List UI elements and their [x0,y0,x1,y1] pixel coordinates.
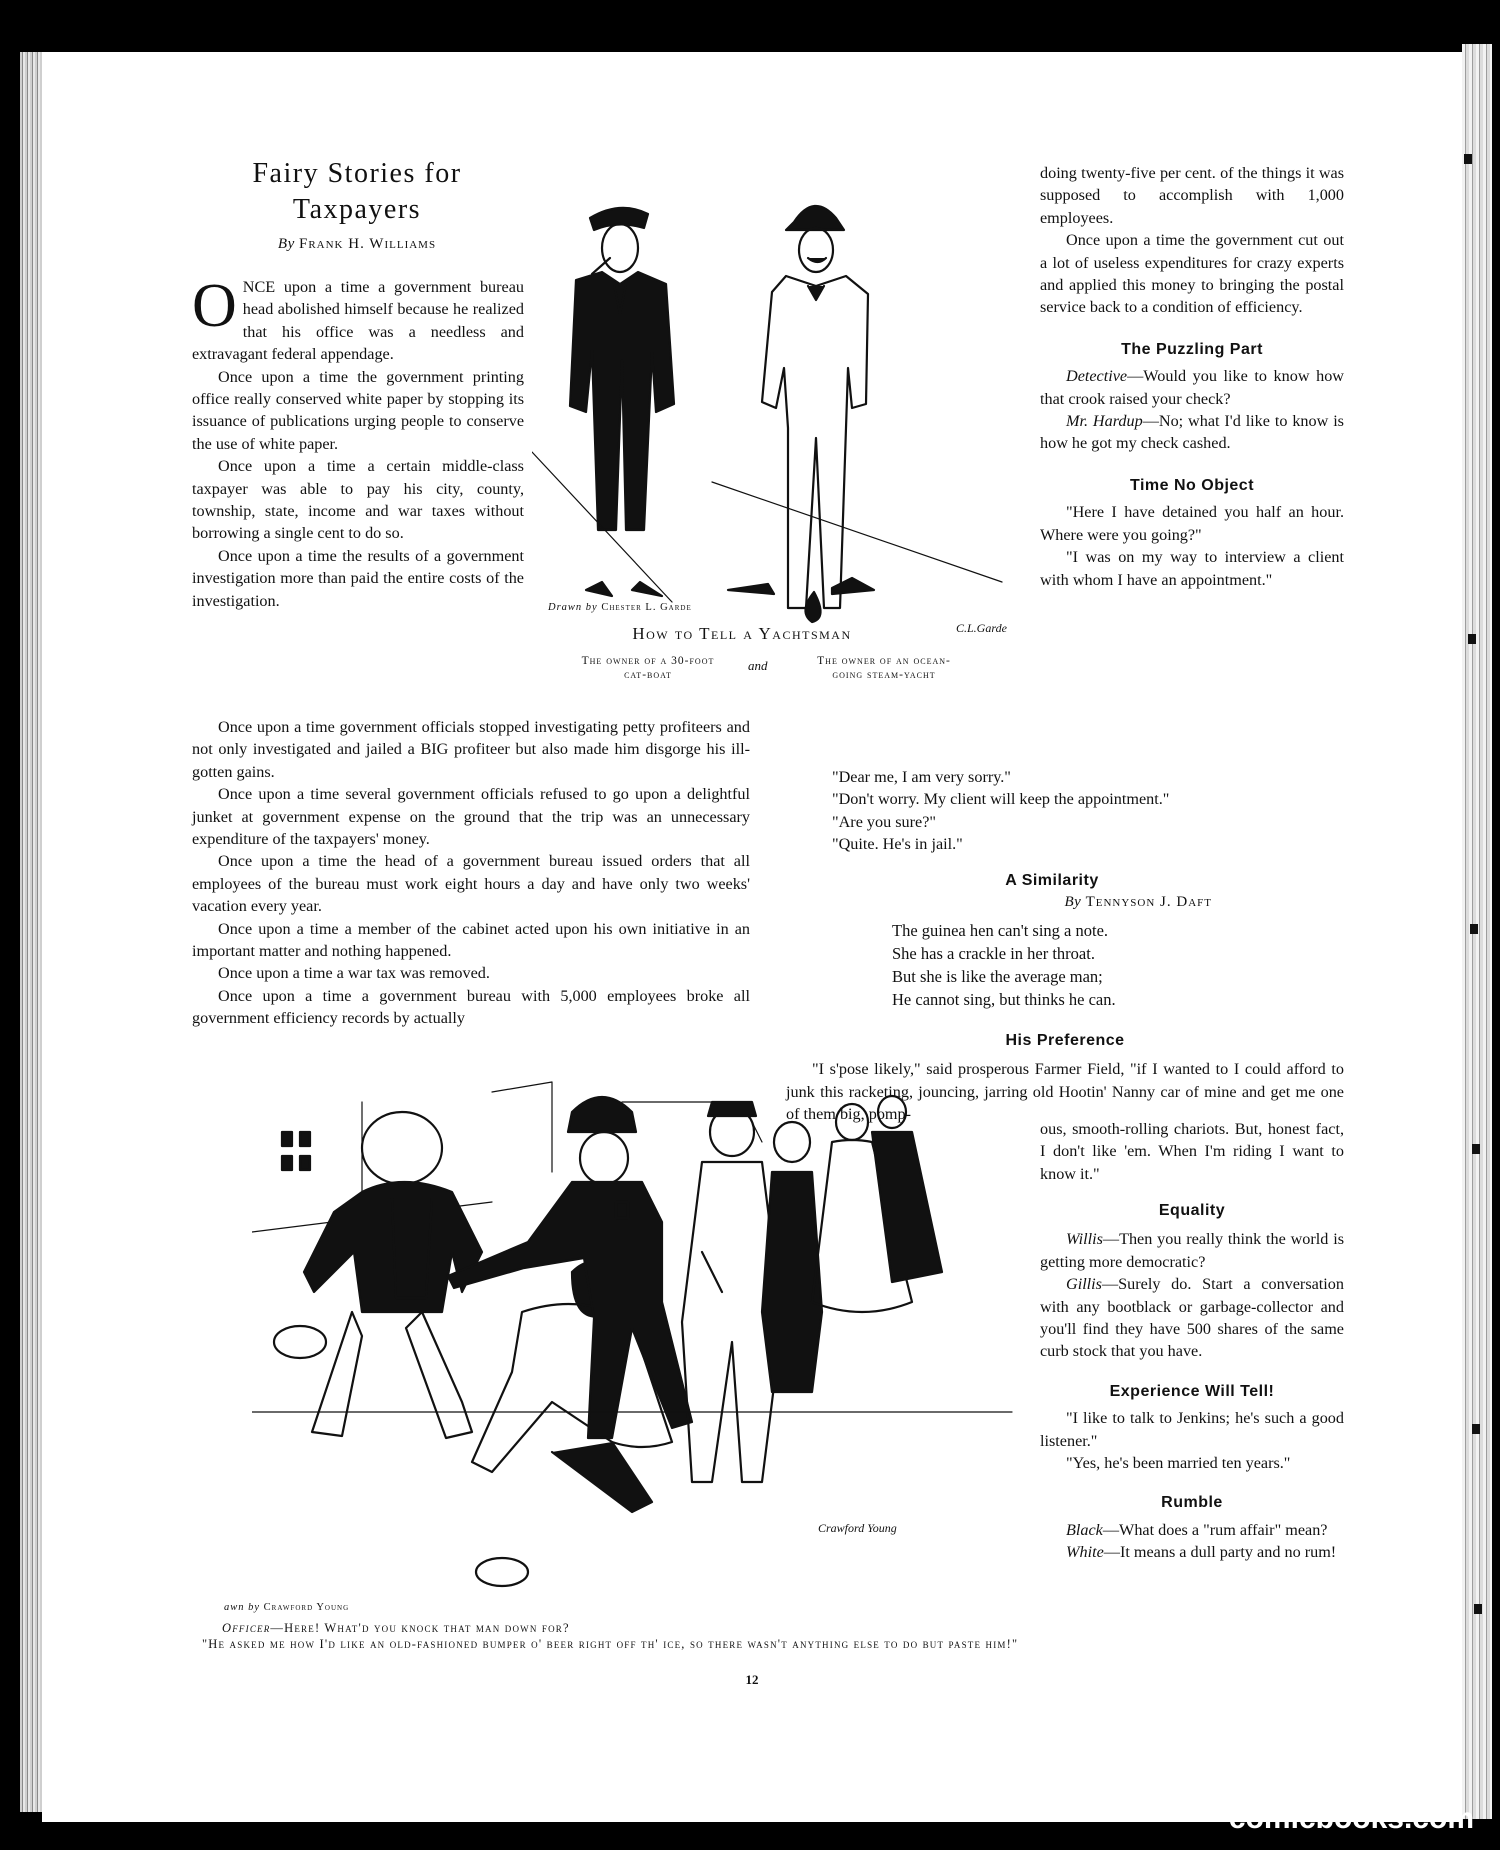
book-gutter-left [20,52,42,1812]
street-cartoon-caption: Officer—Here! What'd you knock that man down for? "He asked me how I'd like an old-fashioned bumper o' beer right off th' ice, so there wasn't anything else to do but paste him!" [202,1621,1019,1651]
preference-section-continued [1040,1118,1344,1185]
rumble-heading: Rumble [1161,1494,1223,1512]
yacht-cartoon-title: How to Tell a Yachtsman [632,624,852,643]
article-paragraph: ONCE upon a time a government bureau head abolished himself because he realized that his office was a needless and extravagant federal appendage. [192,272,524,364]
article-paragraph: Once upon a time government officials stopped investigating petty profiteers and not only investigated and jailed a BIG profiteer but also made him disgorge his ill-gotten gains. [192,718,750,781]
time-no-object-line: "Are you sure?" [832,812,937,831]
article-paragraph: Once upon a time the government cut out a lot of useless expenditures for crazy experts and applied this money to bringing the postal service back to a condition of efficiency. [1040,231,1344,317]
rumble-line-1: Black—What does a "rum affair" mean? [1066,1520,1328,1539]
street-scene-cartoon-illustration [252,1072,1032,1592]
equality-heading: Equality [1158,1202,1226,1219]
article-paragraph: Once upon a time a certain middle-class taxpayer was able to pay his city, county, township, state, income and war taxes without borrowing a single cent to do so. [192,457,524,543]
article-paragraph: doing twenty-five per cent. of the things it was supposed to accomplish with 1,000 employees. [1040,164,1344,227]
article-byline: By Frank H. Williams [277,236,437,252]
article-paragraph: Once upon a time the head of a government bureau issued orders that all employees of the bureau must work eight hours a day and have only two weeks' vacation every year. [192,852,750,916]
yacht-drawn-by-credit: Drawn by Chester L. Garde [548,602,692,613]
book-page-edges-right [1462,44,1492,1819]
puzzling-part-heading: The Puzzling Part [1121,340,1263,358]
equality-line-1: Willis—Then you really think the world is getting more democratic? [1040,1230,1344,1271]
experience-heading: Experience Will Tell! [1109,1382,1275,1400]
drop-cap: O [192,272,237,340]
street-drawn-by-credit: awn by Crawford Young [224,1602,350,1613]
article-title-line2: Taxpayers [292,194,422,225]
preference-text: "I s'pose likely," said prosperous Farmer Field, "if I wanted to I could afford to junk this racketing, jouncing, jarring old Hootin' Nanny car of mine and get me one of them big, pomp- [786,1060,1344,1124]
article-paragraph: Once upon a time a war tax was removed. [218,964,490,983]
puzzling-line-1: Detective—Would you like to know how that crook raised your check? [1040,367,1344,408]
time-no-object-line: "Here I have detained you half an hour. Where were you going?" [1040,503,1344,544]
similarity-poem: The guinea hen can't sing a note. She has a crackle in her throat. But she is like the average man; He cannot sing, but thinks he can. [892,921,1116,1009]
similarity-byline: By Tennyson J. Daft [1064,894,1212,910]
yacht-caption-right: The owner of an ocean- going steam-yacht [817,655,951,681]
time-no-object-line: "Quite. He's in jail." [832,835,963,854]
similarity-section [832,872,1272,1011]
rumble-line-2: White—It means a dull party and no rum! [1066,1543,1337,1562]
magazine-page [42,52,1462,1822]
article-paragraph: Once upon a time the government printing office really conserved white paper by stopping its issuance of publications urging people to conserve the use of white paper. [192,367,524,453]
preference-heading: His Preference [1005,1032,1125,1049]
article-author: Frank H. Williams [298,236,437,252]
article-paragraph: Once upon a time the results of a government investigation more than paid the entire costs of the investigation. [192,546,524,610]
article-column-wide [192,716,750,1030]
similarity-heading: A Similarity [1005,872,1099,889]
preference-text: ous, smooth-rolling chariots. But, honest fact, I don't like 'em. When I'm riding I want to know it." [1040,1120,1344,1183]
experience-line: "I like to talk to Jenkins; he's such a good listener." [1040,1409,1344,1450]
time-no-object-line: "I was on my way to interview a client with whom I have an appointment." [1040,548,1344,589]
article-column-right [1040,162,1344,591]
time-no-object-heading: Time No Object [1129,476,1255,494]
puzzling-line-2: Mr. Hardup—No; what I'd like to know is how he got my check cashed. [1040,412,1344,453]
page-number: 12 [745,1672,759,1687]
experience-line: "Yes, he's been married ten years." [1066,1454,1291,1473]
yacht-caption-left: The owner of a 30-foot cat-boat [581,655,715,681]
time-no-object-line: "Dear me, I am very sorry." [832,768,1011,786]
yacht-artist-signature: C.L.Garde [956,621,1007,635]
article-paragraph: Once upon a time several government officials refused to go upon a delightful junket at government expense on the ground that the trip was an unnecessary expenditure of the taxpayers' money. [192,785,750,849]
article-column-left [192,272,524,612]
article-paragraph: Once upon a time a government bureau with 5,000 employees broke all government efficiency records by actually [192,986,750,1028]
article-title-line1: Fairy Stories for [252,158,462,189]
yachtsman-cartoon-illustration [532,162,1052,652]
street-artist-signature: Crawford Young [818,1521,897,1535]
article-header [192,156,522,253]
yacht-caption-and: and [748,658,768,673]
equality-line-2: Gillis—Surely do. Start a conversation with any bootblack or garbage-collector and you'll find they have 500 shares of the same curb stock that you have. [1040,1275,1344,1361]
site-watermark: comicbooks.com [1228,1802,1474,1835]
time-no-object-continued [832,766,1344,856]
time-no-object-line: "Don't worry. My client will keep the appointment." [832,790,1170,809]
right-column-lower [1040,1200,1344,1564]
article-paragraph: Once upon a time a member of the cabinet acted upon his own initiative in an important matter and nothing happened. [192,919,750,961]
